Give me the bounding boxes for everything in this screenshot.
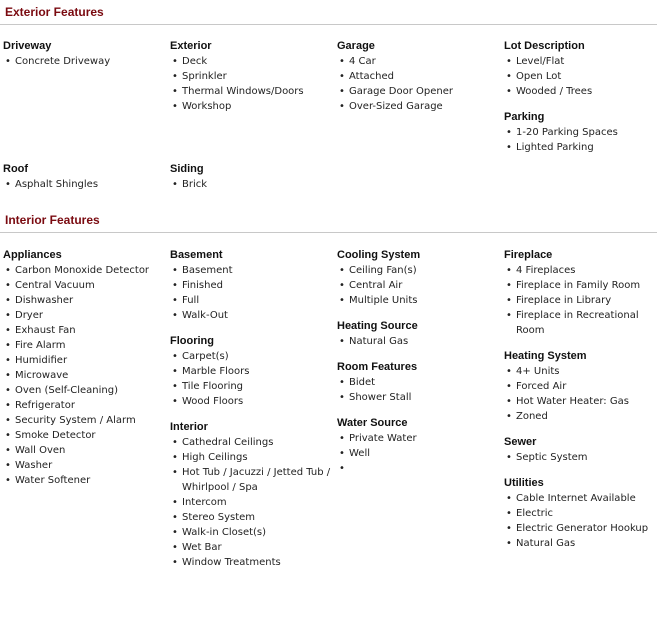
bullet-icon: • [5, 295, 11, 306]
feature-item [504, 394, 657, 409]
feature-list [337, 334, 499, 349]
feature-group-title: Heating System [504, 350, 587, 362]
feature-item [170, 394, 332, 409]
bullet-icon: • [5, 56, 11, 67]
feature-item-label: Carbon Monoxide Detector [15, 265, 150, 276]
feature-group-room-features [337, 359, 499, 405]
feature-group-title: Basement [170, 249, 223, 261]
feature-item [3, 368, 165, 383]
bullet-icon: • [172, 497, 178, 508]
feature-item [504, 308, 657, 338]
feature-item [504, 536, 657, 551]
interior-col-4 [504, 247, 657, 561]
feature-item [170, 84, 332, 99]
feature-list [504, 450, 657, 465]
feature-item-label: 1-20 Parking Spaces [516, 127, 618, 138]
feature-list [337, 263, 499, 308]
feature-item-label: Security System / Alarm [15, 415, 136, 426]
feature-item-label: Intercom [182, 497, 227, 508]
bullet-icon: • [172, 527, 178, 538]
bullet-icon: • [172, 310, 178, 321]
feature-group-title: Roof [3, 163, 29, 175]
feature-item-label: Brick [182, 179, 208, 190]
bullet-icon: • [172, 512, 178, 523]
feature-item [3, 458, 165, 473]
feature-item [337, 375, 499, 390]
feature-item-label: Well [349, 448, 371, 459]
feature-item-label: Asphalt Shingles [15, 179, 99, 190]
feature-group-flooring [170, 333, 332, 409]
feature-item [504, 263, 657, 278]
feature-item-label: Basement [182, 265, 233, 276]
feature-item [3, 278, 165, 293]
feature-item [3, 383, 165, 398]
feature-item-label: Full [182, 295, 200, 306]
feature-item-label: 4+ Units [516, 366, 560, 377]
feature-item [504, 293, 657, 308]
bullet-icon: • [172, 265, 178, 276]
bullet-icon: • [339, 101, 345, 112]
feature-list [3, 177, 165, 192]
bullet-icon: • [506, 71, 512, 82]
feature-list [504, 364, 657, 424]
feature-list [337, 375, 499, 405]
bullet-icon: • [5, 310, 11, 321]
bullet-icon: • [5, 325, 11, 336]
bullet-icon: • [5, 265, 11, 276]
feature-item-label: Dryer [15, 310, 43, 321]
bullet-icon: • [5, 340, 11, 351]
feature-item-label: Central Air [349, 280, 403, 291]
bullet-icon: • [339, 56, 345, 67]
bullet-icon: • [172, 452, 178, 463]
feature-item [504, 125, 657, 140]
feature-item [3, 263, 165, 278]
exterior-col-2 [170, 38, 332, 124]
feature-group-title: Cooling System [337, 249, 421, 261]
feature-item [170, 293, 332, 308]
feature-item-label: High Ceilings [182, 452, 248, 463]
feature-group-sewer [504, 434, 657, 465]
feature-item-label: Fireplace in Library [516, 295, 612, 306]
feature-group-water-source [337, 415, 499, 476]
feature-item-label: Cable Internet Available [516, 493, 636, 504]
feature-item [170, 495, 332, 510]
feature-group-heating-source [337, 318, 499, 349]
feature-item [504, 140, 657, 155]
feature-item [337, 390, 499, 405]
feature-item-label: Workshop [182, 101, 232, 112]
feature-item-label: Carpet(s) [182, 351, 229, 362]
feature-group-basement [170, 247, 332, 323]
feature-item [170, 308, 332, 323]
feature-item [170, 99, 332, 114]
feature-item-label: Level/Flat [516, 56, 565, 67]
feature-group-title: Utilities [504, 477, 544, 489]
feature-group-driveway [3, 38, 165, 69]
feature-list [504, 263, 657, 338]
feature-item-label: Ceiling Fan(s) [349, 265, 417, 276]
feature-item [3, 323, 165, 338]
feature-item [3, 443, 165, 458]
feature-group-parking [504, 109, 657, 155]
feature-group-heating-system [504, 348, 657, 424]
feature-item [170, 364, 332, 379]
feature-item [170, 54, 332, 69]
feature-item-label: Smoke Detector [15, 430, 96, 441]
feature-item-label: Over-Sized Garage [349, 101, 443, 112]
bullet-icon: • [506, 280, 512, 291]
feature-item [3, 54, 165, 69]
feature-item-label: Window Treatments [182, 557, 281, 568]
feature-item [3, 428, 165, 443]
feature-item [3, 413, 165, 428]
feature-group-title: Lot Description [504, 40, 585, 52]
feature-item [3, 398, 165, 413]
bullet-icon: • [506, 381, 512, 392]
interior-col-2 [170, 247, 332, 580]
feature-item-label: Hot Tub / Jacuzzi / Jetted Tub / Whirlpool / Spa [182, 467, 331, 493]
feature-item [170, 278, 332, 293]
bullet-icon: • [5, 475, 11, 486]
bullet-icon: • [5, 385, 11, 396]
interior-features-heading: Interior Features [5, 213, 100, 227]
feature-item [3, 338, 165, 353]
feature-list [504, 491, 657, 551]
feature-item-label: Open Lot [516, 71, 562, 82]
feature-item [504, 491, 657, 506]
feature-item-label: Private Water [349, 433, 417, 444]
feature-item [3, 308, 165, 323]
bullet-icon: • [506, 411, 512, 422]
bullet-icon: • [506, 452, 512, 463]
feature-item-label: Sprinkler [182, 71, 227, 82]
feature-item [170, 555, 332, 570]
feature-item [337, 54, 499, 69]
bullet-icon: • [172, 295, 178, 306]
feature-item [337, 69, 499, 84]
feature-item [504, 278, 657, 293]
feature-item [337, 446, 499, 461]
bullet-icon: • [339, 448, 345, 459]
feature-list [337, 431, 499, 476]
feature-item [504, 364, 657, 379]
bullet-icon: • [172, 351, 178, 362]
bullet-icon: • [5, 415, 11, 426]
feature-item-label: Electric [516, 508, 554, 519]
feature-group-appliances [3, 247, 165, 488]
feature-group-interior [170, 419, 332, 570]
feature-list [170, 54, 332, 114]
feature-group-title: Siding [170, 163, 204, 175]
feature-item-label: Marble Floors [182, 366, 250, 377]
feature-item-label: Wet Bar [182, 542, 222, 553]
feature-item-label: 4 Fireplaces [516, 265, 576, 276]
feature-group-title: Heating Source [337, 320, 418, 332]
bullet-icon: • [172, 71, 178, 82]
bullet-icon: • [5, 430, 11, 441]
feature-group-roof [3, 161, 165, 192]
feature-item-label: Deck [182, 56, 208, 67]
feature-item [504, 506, 657, 521]
feature-item [337, 461, 499, 476]
feature-item [337, 334, 499, 349]
bullet-icon: • [339, 280, 345, 291]
feature-item [170, 450, 332, 465]
bullet-icon: • [339, 295, 345, 306]
feature-item [504, 84, 657, 99]
feature-item-label: Central Vacuum [15, 280, 95, 291]
bullet-icon: • [339, 433, 345, 444]
feature-item-label: Zoned [516, 411, 548, 422]
bullet-icon: • [339, 336, 345, 347]
exterior-col-4 [504, 38, 657, 165]
feature-item-label: Wooded / Trees [516, 86, 593, 97]
feature-item-label: Dishwasher [15, 295, 74, 306]
feature-group-utilities [504, 475, 657, 551]
interior-col-3 [337, 247, 499, 486]
exterior-row2-col-1 [3, 161, 165, 202]
feature-list [3, 54, 165, 69]
feature-list [3, 263, 165, 488]
feature-item [504, 409, 657, 424]
interior-divider [0, 232, 657, 233]
feature-group-title: Parking [504, 111, 545, 123]
feature-item-label: Microwave [15, 370, 69, 381]
bullet-icon: • [172, 179, 178, 190]
feature-group-title: Flooring [170, 335, 214, 347]
bullet-icon: • [506, 142, 512, 153]
feature-item [3, 177, 165, 192]
feature-item-label: Wood Floors [182, 396, 244, 407]
feature-group-title: Exterior [170, 40, 212, 52]
feature-item-label: Natural Gas [349, 336, 409, 347]
feature-item [3, 473, 165, 488]
bullet-icon: • [5, 355, 11, 366]
feature-item [504, 54, 657, 69]
feature-item-label: Stereo System [182, 512, 256, 523]
exterior-features-heading: Exterior Features [5, 5, 104, 19]
feature-item-label: Humidifier [15, 355, 68, 366]
feature-item-label: Fire Alarm [15, 340, 66, 351]
feature-item [170, 510, 332, 525]
bullet-icon: • [172, 396, 178, 407]
feature-item [170, 465, 332, 495]
feature-group-title: Sewer [504, 436, 537, 448]
bullet-icon: • [506, 523, 512, 534]
bullet-icon: • [339, 265, 345, 276]
feature-item [170, 349, 332, 364]
feature-item [337, 84, 499, 99]
bullet-icon: • [5, 280, 11, 291]
feature-item-label: Wall Oven [15, 445, 66, 456]
feature-group-garage [337, 38, 499, 114]
feature-item-label: Water Softener [15, 475, 91, 486]
feature-item-label: Lighted Parking [516, 142, 594, 153]
feature-item [170, 540, 332, 555]
bullet-icon: • [506, 538, 512, 549]
exterior-divider [0, 24, 657, 25]
feature-item [3, 353, 165, 368]
bullet-icon: • [339, 463, 345, 474]
feature-list [337, 54, 499, 114]
feature-item [170, 435, 332, 450]
feature-item [170, 263, 332, 278]
bullet-icon: • [172, 86, 178, 97]
feature-item-label: Tile Flooring [182, 381, 244, 392]
bullet-icon: • [506, 310, 512, 321]
feature-item [3, 293, 165, 308]
exterior-col-1 [3, 38, 165, 79]
feature-list [170, 263, 332, 323]
feature-group-title: Driveway [3, 40, 52, 52]
bullet-icon: • [339, 71, 345, 82]
bullet-icon: • [172, 381, 178, 392]
feature-group-title: Garage [337, 40, 375, 52]
bullet-icon: • [506, 127, 512, 138]
feature-list [504, 125, 657, 155]
feature-item [170, 379, 332, 394]
feature-item-label: Exhaust Fan [15, 325, 76, 336]
feature-item-label: Garage Door Opener [349, 86, 453, 97]
feature-item-label: Finished [182, 280, 223, 291]
feature-item-label: Hot Water Heater: Gas [516, 396, 629, 407]
feature-group-exterior [170, 38, 332, 114]
bullet-icon: • [506, 493, 512, 504]
feature-group-title: Room Features [337, 361, 418, 373]
feature-group-title: Water Source [337, 417, 408, 429]
feature-item [170, 177, 332, 192]
feature-item-label: Bidet [349, 377, 376, 388]
bullet-icon: • [339, 86, 345, 97]
feature-item [504, 521, 657, 536]
bullet-icon: • [5, 370, 11, 381]
bullet-icon: • [172, 437, 178, 448]
feature-item [504, 379, 657, 394]
bullet-icon: • [506, 86, 512, 97]
bullet-icon: • [506, 295, 512, 306]
bullet-icon: • [172, 557, 178, 568]
bullet-icon: • [506, 508, 512, 519]
feature-item-label: Refrigerator [15, 400, 75, 411]
feature-item-label: Washer [15, 460, 53, 471]
feature-item-label: Fireplace in Recreational Room [516, 310, 639, 336]
feature-item-label: Septic System [516, 452, 588, 463]
feature-list [504, 54, 657, 99]
feature-item-label: 4 Car [349, 56, 376, 67]
feature-group-title: Appliances [3, 249, 62, 261]
bullet-icon: • [506, 396, 512, 407]
feature-group-title: Fireplace [504, 249, 553, 261]
feature-group-lot-description [504, 38, 657, 99]
feature-list [170, 349, 332, 409]
bullet-icon: • [506, 56, 512, 67]
bullet-icon: • [339, 377, 345, 388]
feature-item-label: Attached [349, 71, 394, 82]
feature-item [504, 69, 657, 84]
feature-item-label: Oven (Self-Cleaning) [15, 385, 118, 396]
bullet-icon: • [506, 265, 512, 276]
feature-item-label: Electric Generator Hookup [516, 523, 649, 534]
feature-item-label: Cathedral Ceilings [182, 437, 274, 448]
bullet-icon: • [172, 56, 178, 67]
feature-item-label: Walk-in Closet(s) [182, 527, 267, 538]
exterior-col-3 [337, 38, 499, 124]
bullet-icon: • [172, 366, 178, 377]
bullet-icon: • [5, 400, 11, 411]
feature-item [337, 278, 499, 293]
feature-item [170, 525, 332, 540]
bullet-icon: • [172, 280, 178, 291]
feature-group-title: Interior [170, 421, 208, 433]
feature-item-label: Walk-Out [182, 310, 228, 321]
feature-item [337, 431, 499, 446]
feature-item-label: Multiple Units [349, 295, 418, 306]
bullet-icon: • [172, 542, 178, 553]
feature-item-label: Forced Air [516, 381, 567, 392]
feature-item-label: Fireplace in Family Room [516, 280, 641, 291]
feature-list [170, 435, 332, 570]
feature-item-label: Shower Stall [349, 392, 412, 403]
feature-item [337, 263, 499, 278]
feature-item [504, 450, 657, 465]
feature-item [170, 69, 332, 84]
feature-item-label: Concrete Driveway [15, 56, 111, 67]
bullet-icon: • [506, 366, 512, 377]
feature-item [337, 99, 499, 114]
interior-col-1 [3, 247, 165, 498]
feature-group-fireplace [504, 247, 657, 338]
bullet-icon: • [5, 179, 11, 190]
feature-group-cooling-system [337, 247, 499, 308]
feature-item [337, 293, 499, 308]
bullet-icon: • [339, 392, 345, 403]
exterior-row2-col-2 [170, 161, 332, 202]
bullet-icon: • [5, 445, 11, 456]
feature-group-siding [170, 161, 332, 192]
bullet-icon: • [5, 460, 11, 471]
bullet-icon: • [172, 467, 178, 478]
feature-item-label: Thermal Windows/Doors [182, 86, 304, 97]
feature-list [170, 177, 332, 192]
feature-item-label: Natural Gas [516, 538, 576, 549]
bullet-icon: • [172, 101, 178, 112]
